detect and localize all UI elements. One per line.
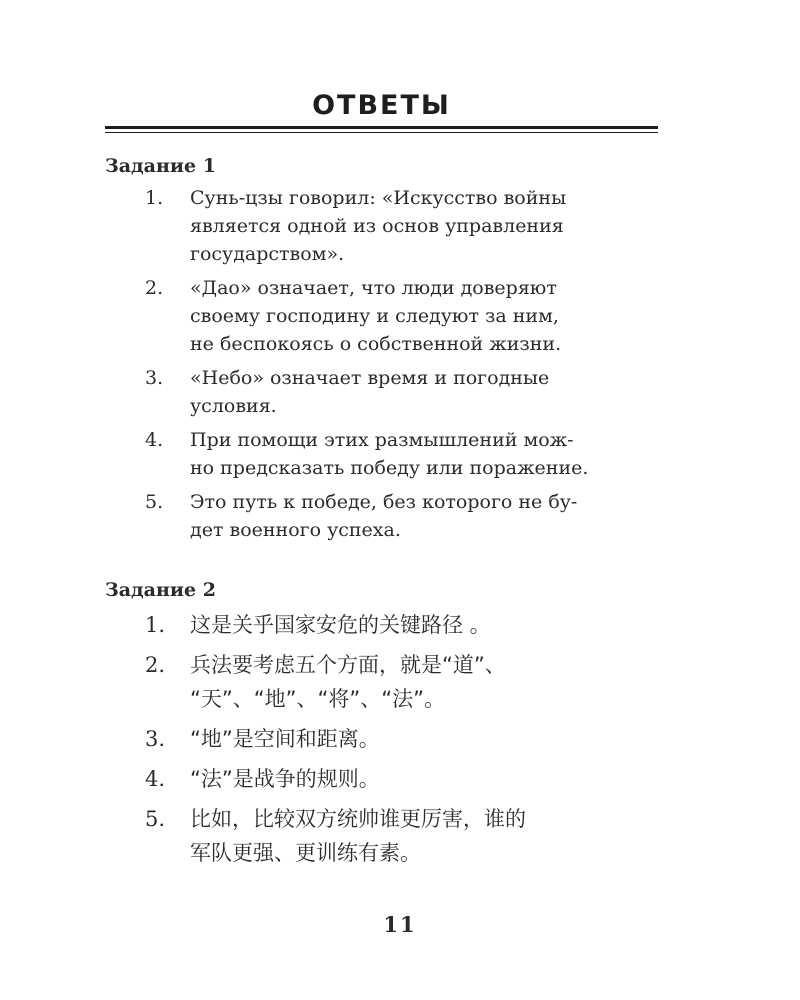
item-number: 4. <box>145 429 164 451</box>
item-number: 5. <box>145 807 166 831</box>
item-number: 3. <box>145 367 164 389</box>
list-item <box>0 762 665 796</box>
list-item <box>0 184 665 268</box>
list-item <box>0 802 665 870</box>
item-text: Это путь к победе, без которого не бу- дет военного успеха. <box>190 491 578 541</box>
item-number: 5. <box>145 491 164 513</box>
item-text: “法”是战争的规则。 <box>190 767 380 791</box>
item-number: 4. <box>145 767 166 791</box>
task1-answer-list <box>0 184 665 550</box>
list-item <box>0 364 665 420</box>
item-number: 1. <box>145 613 166 637</box>
item-text: При помощи этих размышлений мож- но предсказать победу или поражение. <box>190 429 589 479</box>
item-text: “地”是空间和距离。 <box>190 727 380 751</box>
item-text: 这是关乎国家安危的关键路径 。 <box>190 613 491 637</box>
list-item <box>0 722 665 756</box>
list-item <box>0 488 665 544</box>
list-item <box>0 274 665 358</box>
item-number: 3. <box>145 727 166 751</box>
item-number: 2. <box>145 277 164 299</box>
item-number: 1. <box>145 187 164 209</box>
list-item <box>0 426 665 482</box>
item-text: «Дао» означает, что люди доверяют своему господину и следуют за ним, не беспокоясь о собственной жизни. <box>190 277 562 355</box>
page-title: ОТВЕТЫ <box>312 90 451 121</box>
title-rule-thin <box>105 132 658 133</box>
list-item <box>0 648 665 716</box>
task1-heading: Задание 1 <box>105 155 216 177</box>
task2-heading: Задание 2 <box>105 579 216 601</box>
task2-answer-list <box>0 608 665 876</box>
item-text: 比如，比较双方统帅谁更厉害，谁的 军队更强、更训练有素。 <box>190 807 526 865</box>
page-number: 11 <box>383 912 417 937</box>
item-text: 兵法要考虑五个方面，就是“道”、 “天”、“地”、“将”、“法”。 <box>190 653 506 711</box>
item-number: 2. <box>145 653 166 677</box>
item-text: «Небо» означает время и погодные условия. <box>190 367 550 417</box>
item-text: Сунь-цзы говорил: «Искусство войны является одной из основ управления государством». <box>190 187 567 265</box>
list-item <box>0 608 665 642</box>
title-rule-thick <box>105 126 658 129</box>
